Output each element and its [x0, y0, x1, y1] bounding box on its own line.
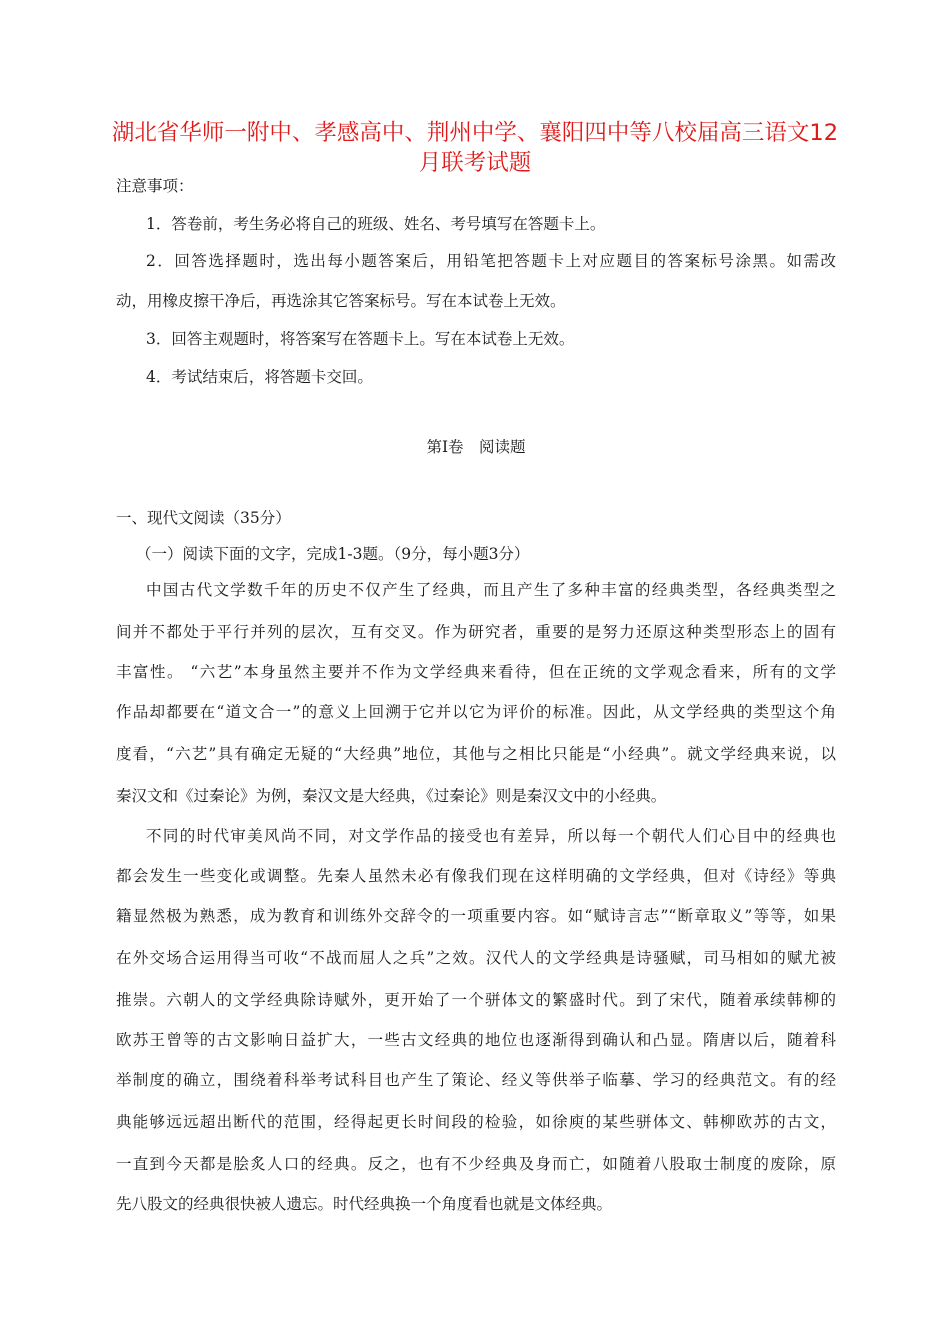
- title-line-1: 湖北省华师一附中、孝感高中、荆州中学、襄阳四中等八校届高三语文12: [111, 120, 839, 146]
- para1-line-6: 秦汉文和《过秦论》为例，秦汉文是大经典，《过秦论》则是秦汉文中的小经典。: [116, 787, 667, 805]
- para2-line-4: 在外交场合运用得当可收“不战而屈人之兵”之效。汉代人的文学经典是诗骚赋，司马相如的赋尤被: [116, 949, 836, 967]
- para2-line-9: 一直到今天都是脍炙人口的经典。反之，也有不少经典及身而亡，如随着八股取士制度的废除，原: [116, 1155, 836, 1173]
- para2-line-2: 都会发生一些变化或调整。先秦人虽然未必有像我们现在这样明确的文学经典，但对《诗经》等典: [116, 867, 836, 885]
- para1-line-2: 间并不都处于平行并列的层次，互有交叉。作为研究者，重要的是努力还原这种类型形态上的固有: [116, 623, 836, 641]
- para2-line-6: 欧苏王曾等的古文影响日益扩大，一些古文经典的地位也逐渐得到确认和凸显。隋唐以后，随着科: [116, 1031, 836, 1049]
- para2-line-10: 先八股文的经典很快被人遗忘。时代经典换一个角度看也就是文体经典。: [116, 1195, 613, 1213]
- notice-item-4: 4．考试结束后，将答题卡交回。: [146, 368, 373, 386]
- para2-line-1: 不同的时代审美风尚不同，对文学作品的接受也有差异，所以每一个朝代人们心目中的经典也: [146, 827, 836, 845]
- para2-line-3: 籍显然极为熟悉，成为教育和训练外交辞令的一项重要内容。如“赋诗言志”“断章取义”等等，如果: [116, 907, 836, 925]
- notice-heading: 注意事项：: [116, 177, 194, 195]
- notice-item-1: 1．答卷前，考生务必将自己的班级、姓名、考号填写在答题卡上。: [146, 215, 606, 233]
- volume-title: 第Ⅰ卷 阅读题: [426, 438, 526, 456]
- para2-line-8: 典能够远远超出断代的范围，经得起更长时间段的检验，如徐庾的某些骈体文、韩柳欧苏的古文，: [116, 1113, 836, 1131]
- para2-line-7: 举制度的确立，围绕着科举考试科目也产生了策论、经义等供举子临摹、学习的经典范文。有的经: [116, 1071, 836, 1089]
- subsection-title: （一）阅读下面的文字，完成1-3题。（9分，每小题3分）: [136, 545, 530, 563]
- notice-item-3: 3．回答主观题时，将答案写在答题卡上。写在本试卷上无效。: [146, 330, 575, 348]
- section-title: 一、现代文阅读（35分）: [116, 509, 291, 527]
- notice-item-2: 2．回答选择题时，选出每小题答案后，用铅笔把答题卡上对应题目的答案标号涂黑。如需改: [146, 252, 836, 270]
- para2-line-5: 推崇。六朝人的文学经典除诗赋外，更开始了一个骈体文的繁盛时代。到了宋代，随着承续韩柳的: [116, 991, 836, 1009]
- para1-line-3: 丰富性。 “六艺”本身虽然主要并不作为文学经典来看待，但在正统的文学观念看来，所有的文学: [116, 663, 836, 681]
- title-line-2: 月联考试题: [418, 150, 532, 176]
- para1-line-1: 中国古代文学数千年的历史不仅产生了经典，而且产生了多种丰富的经典类型，各经典类型之: [146, 581, 836, 599]
- para1-line-5: 度看，“六艺”具有确定无疑的“大经典”地位，其他与之相比只能是“小经典”。就文学经典来说，以: [116, 745, 836, 763]
- notice-item-2-cont: 动，用橡皮擦干净后，再选涂其它答案标号。写在本试卷上无效。: [116, 292, 566, 310]
- para1-line-4: 作品却都要在“道文合一”的意义上回溯于它并以它为评价的标准。因此，从文学经典的类型这个角: [116, 703, 836, 721]
- document-title: [110, 118, 840, 178]
